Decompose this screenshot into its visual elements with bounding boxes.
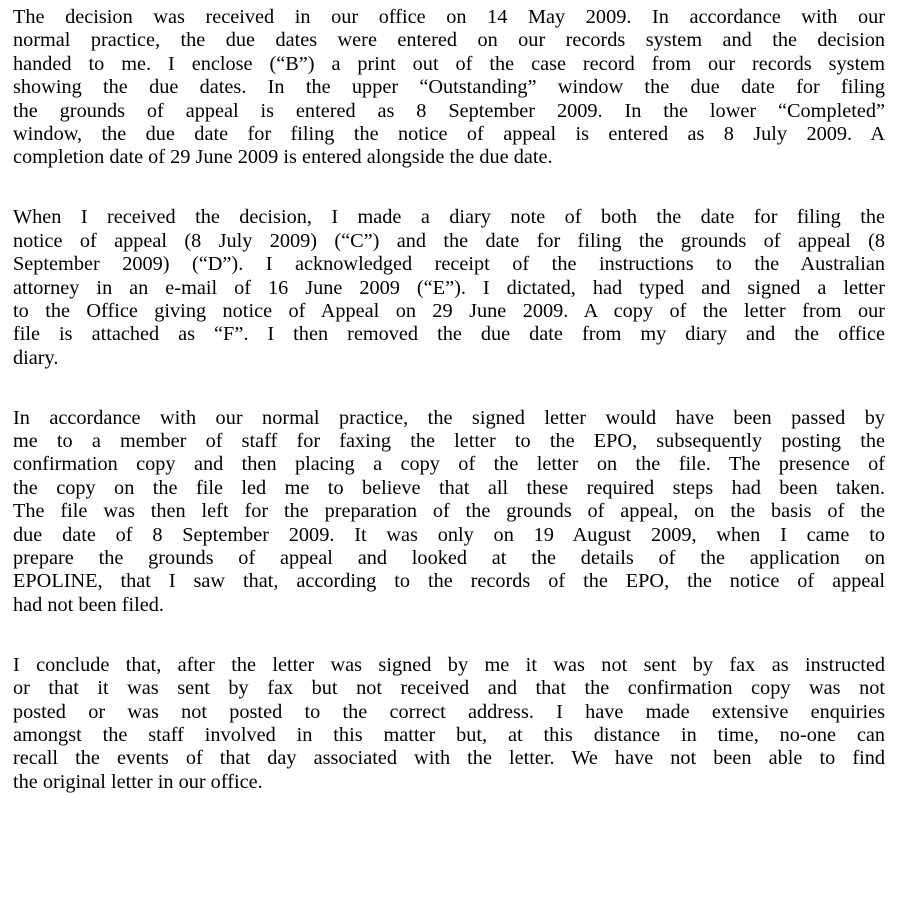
text-line: completion date of 29 June 2009 is entered alongside the due date. [13, 146, 553, 169]
text-line: the original letter in our office. [13, 770, 263, 793]
text-line: diary. [13, 346, 59, 369]
document-body [13, 6, 885, 831]
text-line: September 2009) (“D”). I acknowledged receipt of the instructions to the Australian [13, 253, 885, 276]
paragraph [13, 654, 885, 794]
text-line: recall the events of that day associated with the letter. We have not been able to find [13, 747, 885, 770]
text-line: due date of 8 September 2009. It was only on 19 August 2009, when I came to [13, 523, 885, 546]
text-line: the grounds of appeal is entered as 8 September 2009. In the lower “Completed” [13, 99, 885, 122]
text-line: The file was then left for the preparation of the grounds of appeal, on the basis of the [13, 500, 885, 523]
text-line: file is attached as “F”. I then removed the due date from my diary and the office [13, 323, 885, 346]
text-line: had not been filed. [13, 593, 164, 616]
text-line: posted or was not posted to the correct address. I have made extensive enquiries [13, 700, 885, 723]
text-line: me to a member of staff for faxing the letter to the EPO, subsequently posting the [13, 430, 885, 453]
text-line: showing the due dates. In the upper “Outstanding” window the due date for filing [13, 76, 885, 99]
text-line: When I received the decision, I made a diary note of both the date for filing the [13, 206, 885, 229]
text-line: EPOLINE, that I saw that, according to the records of the EPO, the notice of appeal [13, 570, 885, 593]
text-line: to the Office giving notice of Appeal on 29 June 2009. A copy of the letter from our [13, 299, 885, 322]
text-line: I conclude that, after the letter was signed by me it was not sent by fax as instructed [13, 653, 885, 676]
text-line: or that it was sent by fax but not received and that the confirmation copy was not [13, 677, 885, 700]
text-line: the copy on the file led me to believe that all these required steps had been taken. [13, 476, 885, 499]
paragraph [13, 407, 885, 618]
paragraph [13, 6, 885, 170]
text-line: The decision was received in our office on 14 May 2009. In accordance with our [13, 6, 885, 28]
text-line: handed to me. I enclose (“B”) a print out of the case record from our records system [13, 52, 885, 75]
text-line: prepare the grounds of appeal and looked at the details of the application on [13, 547, 885, 569]
text-line: amongst the staff involved in this matter but, at this distance in time, no-one can [13, 723, 885, 746]
text-line: window, the due date for filing the notice of appeal is entered as 8 July 2009. A [13, 122, 885, 145]
text-line: attorney in an e-mail of 16 June 2009 (“E”). I dictated, had typed and signed a letter [13, 276, 885, 299]
text-line: notice of appeal (8 July 2009) (“C”) and the date for filing the grounds of appeal (8 [13, 229, 885, 252]
text-line: In accordance with our normal practice, the signed letter would have been passed by [13, 406, 885, 429]
text-line: confirmation copy and then placing a copy of the letter on the file. The presence of [13, 453, 885, 476]
text-line: normal practice, the due dates were entered on our records system and the decision [13, 29, 885, 52]
paragraph [13, 206, 885, 370]
